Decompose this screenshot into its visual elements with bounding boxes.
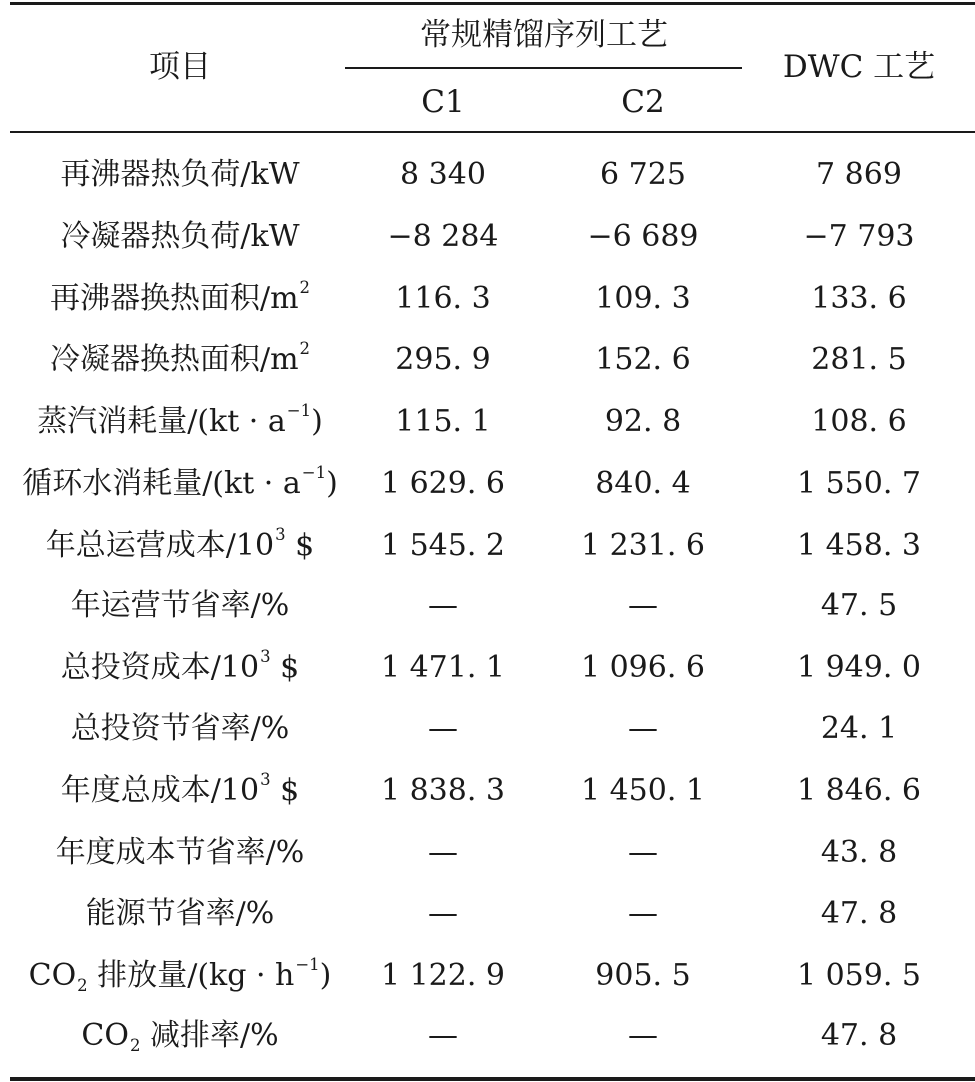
row-label [22, 464, 338, 504]
cell-c1: 1 471. 1 [380, 650, 506, 685]
row-label-suffix: 减排率/% [140, 1018, 279, 1053]
row-label-superscript: 2 [299, 339, 311, 359]
cell-c1: 116. 3 [395, 281, 491, 316]
cell-c1: −8 284 [387, 219, 499, 254]
row-label: 能源节省率/% [85, 896, 275, 931]
row-label [50, 340, 310, 380]
row-label: 冷凝器热负荷/kW [60, 219, 300, 254]
cell-dwc: 108. 6 [811, 404, 907, 439]
row-label-text: 年度总成本/10 [60, 773, 260, 808]
cell-c1: — [428, 896, 458, 931]
row-label-text: 年总运营成本/10 [45, 528, 275, 563]
cell-c2: — [628, 835, 658, 870]
header-group-conventional: 常规精馏序列工艺 [420, 17, 668, 53]
cell-dwc: 47. 8 [820, 896, 898, 931]
cell-dwc: 1 846. 6 [796, 773, 922, 808]
cell-dwc: 24. 1 [820, 711, 898, 746]
cell-c1: 1 838. 3 [380, 773, 506, 808]
cell-dwc: 281. 5 [811, 342, 907, 377]
cell-c2: 109. 3 [595, 281, 691, 316]
row-label [50, 279, 310, 319]
cell-dwc: −7 793 [803, 219, 915, 254]
row-label-text: CO [28, 958, 77, 993]
row-label-suffix: ) [311, 404, 323, 439]
table-top-rule [10, 2, 975, 5]
row-label-suffix: ) [326, 466, 338, 501]
row-label-text: 再沸器换热面积/m [49, 281, 299, 316]
cell-dwc: 1 550. 7 [796, 466, 922, 501]
cell-c2: — [628, 1018, 658, 1053]
cell-c2: −6 689 [587, 219, 699, 254]
row-label-suffix: ) [319, 958, 332, 993]
cell-c2: 840. 4 [595, 466, 691, 501]
row-label [29, 956, 332, 996]
cell-dwc: 1 949. 0 [796, 650, 922, 685]
row-label: 年运营节省率/% [70, 588, 290, 623]
cell-c2: — [628, 588, 658, 623]
cell-c1: — [428, 835, 458, 870]
row-label [37, 402, 323, 442]
cell-dwc: 7 869 [816, 157, 902, 192]
row-label [61, 771, 299, 811]
cell-c2: 1 231. 6 [580, 528, 706, 563]
row-label-middle: 排放量/(kg · h [87, 958, 295, 993]
row-label-superscript: 3 [260, 647, 271, 667]
cell-dwc: 1 458. 3 [796, 528, 922, 563]
row-label [46, 526, 314, 566]
cell-dwc: 133. 6 [811, 281, 907, 316]
table-header-rule [10, 131, 975, 133]
row-label-text: 总投资成本/10 [60, 650, 260, 685]
cell-c1: 1 545. 2 [380, 528, 506, 563]
table-bottom-rule [10, 1077, 975, 1081]
cell-c2: 92. 8 [604, 404, 682, 439]
row-label: 总投资节省率/% [70, 711, 290, 746]
header-item: 项目 [149, 49, 211, 85]
row-label-superscript: −1 [301, 463, 327, 483]
row-label [61, 648, 299, 688]
cell-c1: 1 122. 9 [380, 958, 506, 993]
row-label-superscript: −1 [295, 955, 320, 975]
row-label-subscript: 2 [77, 975, 88, 995]
cell-c2: 905. 5 [595, 958, 691, 993]
cell-dwc: 47. 8 [820, 1018, 898, 1053]
cell-c1: 8 340 [400, 157, 486, 192]
row-label-suffix: $ [270, 650, 300, 685]
row-label-text: 冷凝器换热面积/m [49, 342, 299, 377]
cell-c2: 1 096. 6 [580, 650, 706, 685]
cell-c1: 1 629. 6 [380, 466, 506, 501]
row-label-suffix: $ [270, 773, 300, 808]
cell-c2: 152. 6 [595, 342, 691, 377]
cell-c1: — [428, 1018, 458, 1053]
header-group-rule [345, 67, 742, 69]
cell-dwc: 1 059. 5 [796, 958, 922, 993]
cell-c1: — [428, 588, 458, 623]
row-label-suffix: $ [285, 528, 315, 563]
row-label-text: CO [81, 1018, 129, 1053]
cell-c2: 6 725 [600, 157, 686, 192]
row-label-superscript: 3 [260, 770, 271, 790]
cell-c2: 1 450. 1 [580, 773, 706, 808]
row-label-superscript: −1 [286, 401, 312, 421]
cell-c2: — [628, 711, 658, 746]
header-c2: C2 [621, 84, 665, 120]
cell-c2: — [628, 896, 658, 931]
cell-dwc: 47. 5 [820, 588, 898, 623]
row-label: 年度成本节省率/% [55, 835, 305, 870]
header-c1: C1 [421, 84, 465, 120]
row-label-text: 蒸汽消耗量/(kt · a [37, 404, 286, 439]
row-label [81, 1016, 278, 1056]
cell-c1: 115. 1 [395, 404, 491, 439]
row-label: 再沸器热负荷/kW [60, 157, 300, 192]
row-label-text: 循环水消耗量/(kt · a [22, 466, 301, 501]
cell-c1: 295. 9 [395, 342, 491, 377]
cell-c1: — [428, 711, 458, 746]
row-label-superscript: 3 [275, 525, 286, 545]
header-dwc: DWC 工艺 [782, 49, 936, 85]
row-label-superscript: 2 [299, 278, 311, 298]
cell-dwc: 43. 8 [820, 835, 898, 870]
row-label-subscript: 2 [129, 1035, 141, 1055]
